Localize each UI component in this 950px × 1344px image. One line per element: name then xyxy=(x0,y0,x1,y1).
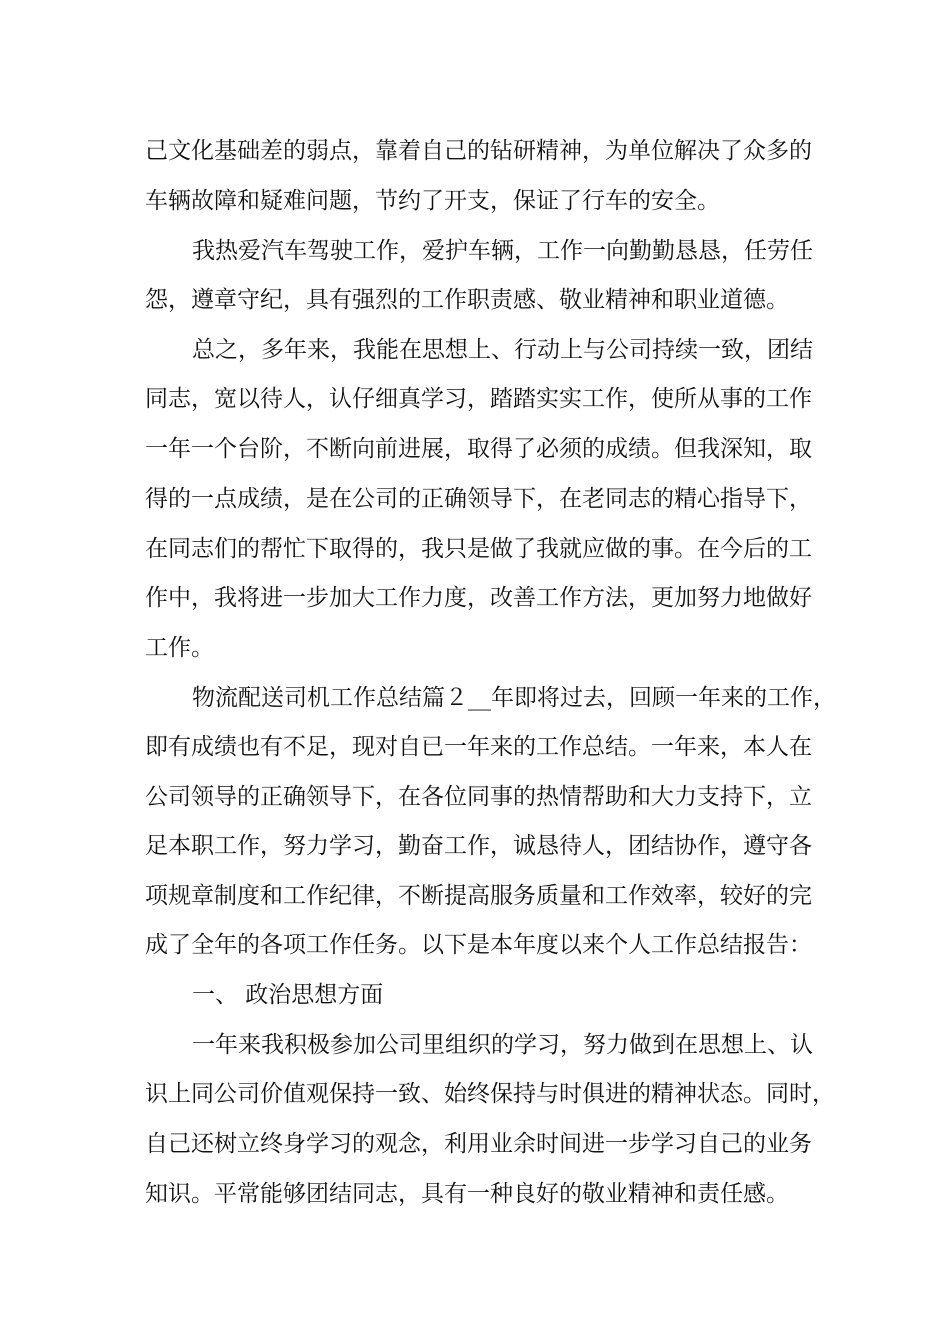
text-line: 一年一个台阶，不断向前进展，取得了必须的成绩。但我深知，取 xyxy=(145,436,812,462)
text-line: 公司领导的正确领导下，在各位同事的热情帮助和大力支持下，立 xyxy=(145,784,812,810)
text-line: 得的一点成绩，是在公司的正确领导下，在老同志的精心指导下， xyxy=(145,486,812,512)
paragraph-start-line: 一年来我积极参加公司里组织的学习，努力做到在思想上、认 xyxy=(192,1032,813,1058)
text-line: 同志，宽以待人，认仔细真学习，踏踏实实工作，使所从事的工作 xyxy=(145,386,812,412)
text-line: 怨，遵章守纪，具有强烈的工作职责感、敬业精神和职业道德。 xyxy=(145,287,789,313)
text-line: 己文化基础差的弱点，靠着自己的钻研精神，为单位解决了众多的 xyxy=(145,138,812,164)
section-heading: 一、 政治思想方面 xyxy=(192,982,384,1008)
text-line: 识上同公司价值观保持一致、始终保持与时俱进的精神状态。同时， xyxy=(145,1081,835,1107)
paragraph-start-line: 物流配送司机工作总结篇２__年即将过去，回顾一年来的工作， xyxy=(192,685,836,711)
text-line: 在同志们的帮忙下取得的，我只是做了我就应做的事。在今后的工 xyxy=(145,536,812,562)
text-line: 自己还树立终身学习的观念，利用业余时间进一步学习自己的业务 xyxy=(145,1131,812,1157)
text-line: 即有成绩也有不足，现对自已一年来的工作总结。一年来，本人在 xyxy=(145,734,812,760)
text-line: 作中，我将进一步加大工作力度，改善工作方法，更加努力地做好 xyxy=(145,585,812,611)
text-line: 足本职工作，努力学习，勤奋工作，诚恳待人，团结协作，遵守各 xyxy=(145,833,812,859)
text-line: 知识。平常能够团结同志，具有一种良好的敬业精神和责任感。 xyxy=(145,1181,789,1207)
text-line: 成了全年的各项工作任务。以下是本年度以来个人工作总结报告： xyxy=(145,932,812,958)
paragraph-start-line: 总之，多年来，我能在思想上、行动上与公司持续一致，团结 xyxy=(192,337,813,363)
paragraph-start-line: 我热爱汽车驾驶工作，爱护车辆，工作一向勤勤恳恳，任劳任 xyxy=(192,238,813,264)
text-line: 项规章制度和工作纪律，不断提高服务质量和工作效率，较好的完 xyxy=(145,883,812,909)
text-line: 车辆故障和疑难问题，节约了开支，保证了行车的安全。 xyxy=(145,188,720,214)
text-line: 工作。 xyxy=(145,635,214,661)
